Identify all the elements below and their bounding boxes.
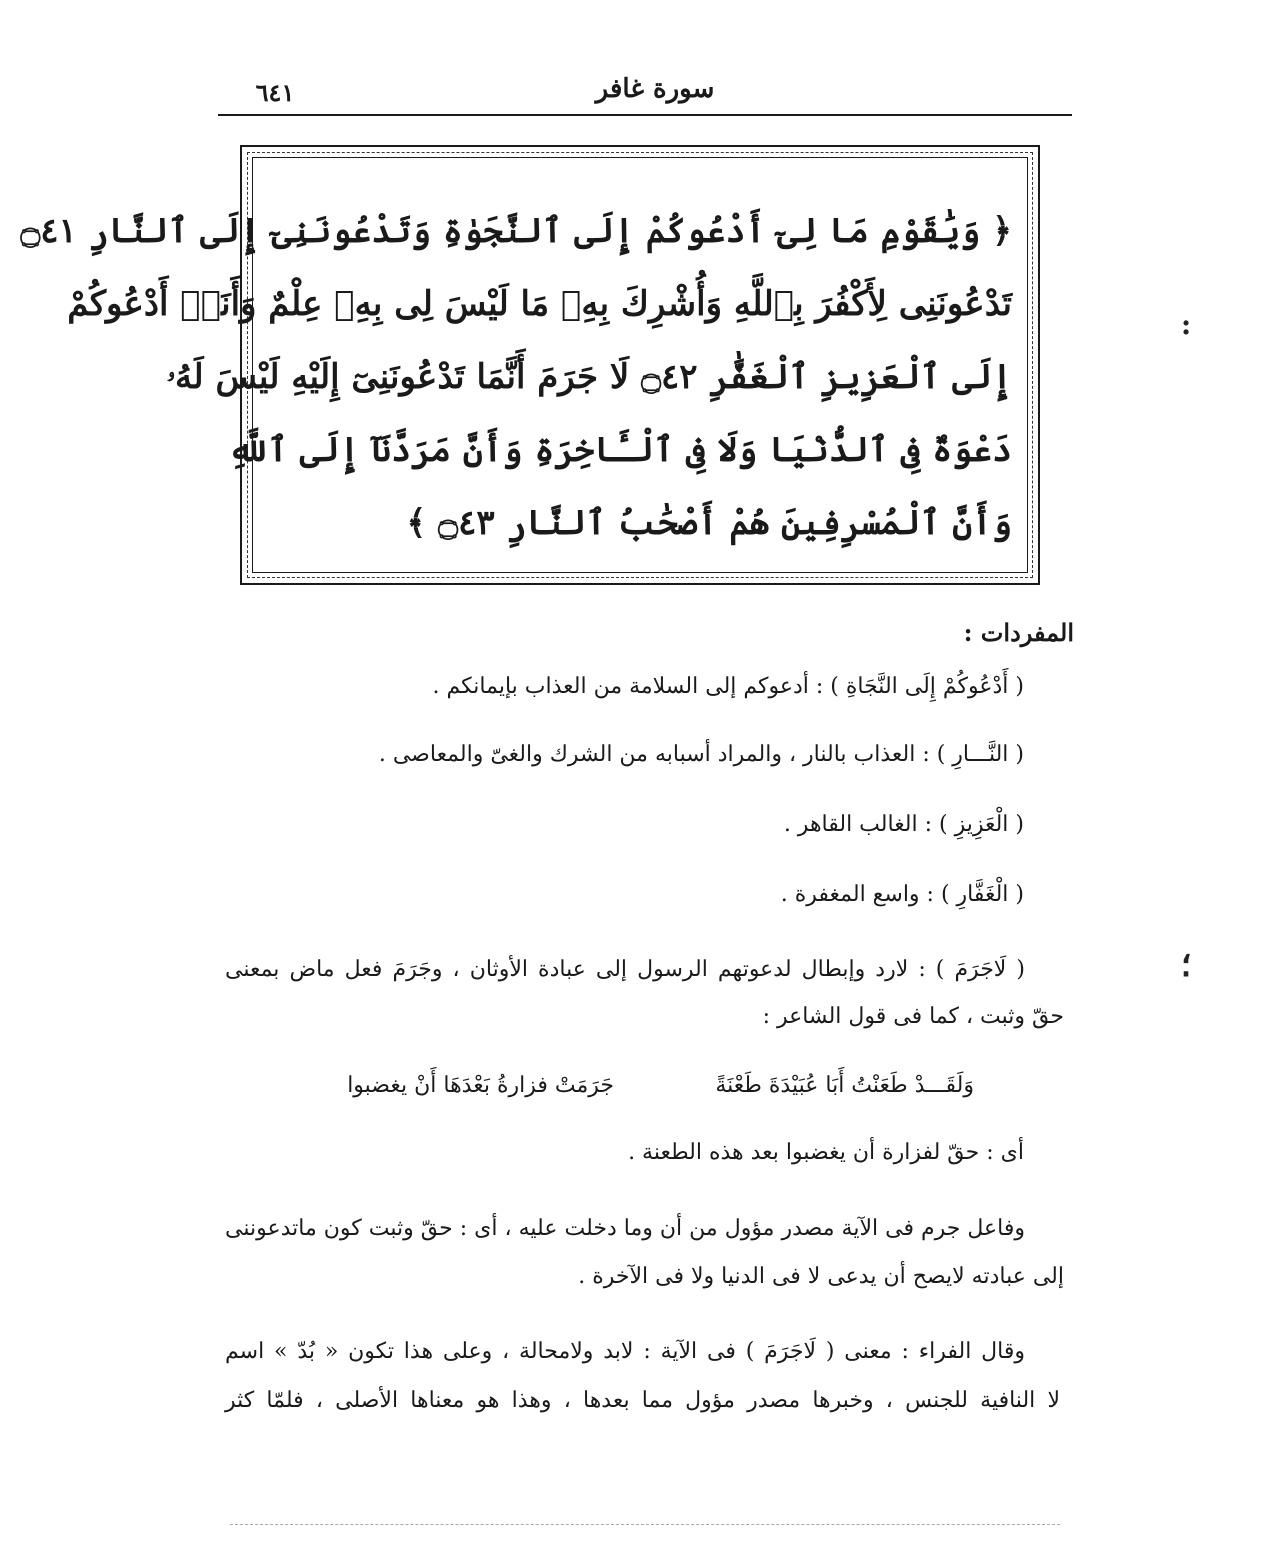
definition-najah: ( أَدْعُوكُمْ إِلَى النَّجَاةِ ) : أدعوكم إلى السلامة من العذاب بإيمانكم .: [432, 674, 1024, 699]
surah-title: سورة غافر: [595, 74, 715, 104]
verse-line-5: وَأَنَّ ٱلْمُسْرِفِينَ هُمْ أَصْحَٰبُ ٱلنَّارِ ۝٤٣ ﴾: [406, 503, 1012, 543]
margin-mark-1: :: [1180, 308, 1192, 341]
poem-hemistich-2: جَرَمَتْ فزارةُ بَعْدَهَا أَنْ يغضبوا: [347, 1073, 614, 1098]
paragraph-2-line-2: لا النافية للجنس ، وخبرها مصدر مؤول مما بعدها ، وهذا هو معناها الأصلى ، فلمّا كثر: [225, 1388, 1060, 1413]
verse-line-3: إِلَى ٱلْعَزِيزِ ٱلْغَفَّٰرِ ۝٤٢ لَا جَرَمَ أَنَّمَا تَدْعُونَنِىٓ إِلَيْهِ لَيْسَ لَهُۥ: [166, 357, 1012, 397]
verse-line-4: دَعْوَةٌ فِى ٱلدُّنْيَا وَلَا فِى ٱلْـَٔاخِرَةِ وَأَنَّ مَرَدَّنَآ إِلَى ٱللَّهِ: [228, 430, 1012, 470]
poem-gloss: أى : حقّ لفزارة أن يغضبوا بعد هذه الطعنة .: [628, 1140, 1024, 1165]
margin-mark-2: ؛: [1180, 945, 1192, 985]
paragraph-1-line-2: إلى عبادته لايصح أن يدعى لا فى الدنيا ولا فى الآخرة .: [578, 1264, 1064, 1289]
vocabulary-heading: المفردات :: [963, 618, 1074, 647]
definition-la-jarama-line-2: حقّ وثبت ، كما فى قول الشاعر :: [762, 1004, 1064, 1029]
paragraph-2-line-1: وقال الفراء : معنى ( لَاجَرَمَ ) فى الآية : لابد ولامحالة ، وعلى هذا تكون « بُدّ » اسم: [225, 1339, 1025, 1364]
bottom-scan-line: [230, 1524, 1060, 1525]
verse-line-1: ﴿ وَيَٰقَوْمِ مَا لِىٓ أَدْعُوكُمْ إِلَى ٱلنَّجَوٰةِ وَتَدْعُونَنِىٓ إِلَى ٱلنَّارِ ۝٤١: [20, 211, 1012, 251]
definition-nar: ( النَّـــارِ ) : العذاب بالنار ، والمراد أسبابه من الشرك والغىّ والمعاصى .: [378, 742, 1024, 767]
verse-line-2: تَدْعُونَنِى لِأَكْفُرَ بِٱللَّهِ وَأُشْرِكَ بِهِۦ مَا لَيْسَ لِى بِهِۦ عِلْمٌ وَأَنَا۠ أَدْعُوكُمْ: [67, 284, 1012, 324]
definition-ghaffar: ( الْغَفَّارِ ) : واسع المغفرة .: [780, 882, 1024, 907]
verse-text: [20, 195, 1012, 560]
poem-hemistich-1: وَلَقَـــدْ طَعَنْتُ أَبَا عُبَيْدَةَ طَعْنَةً: [715, 1073, 974, 1098]
definition-la-jarama-line-1: ( لَاجَرَمَ ) : لارد وإبطال لدعوتهم الرسول إلى عبادة الأوثان ، وجَرَمَ فعل ماض بمعنى: [225, 957, 1025, 982]
paragraph-1-line-1: وفاعل جرم فى الآية مصدر مؤول من أن وما دخلت عليه ، أى : حقّ وثبت كون ماتدعوننى: [225, 1216, 1025, 1241]
definition-aziz: ( الْعَزِيزِ ) : الغالب القاهر .: [783, 812, 1024, 837]
page-number: ٦٤١: [255, 78, 295, 107]
header-rule: [218, 114, 1072, 116]
verse-frame: [20, 145, 1040, 585]
